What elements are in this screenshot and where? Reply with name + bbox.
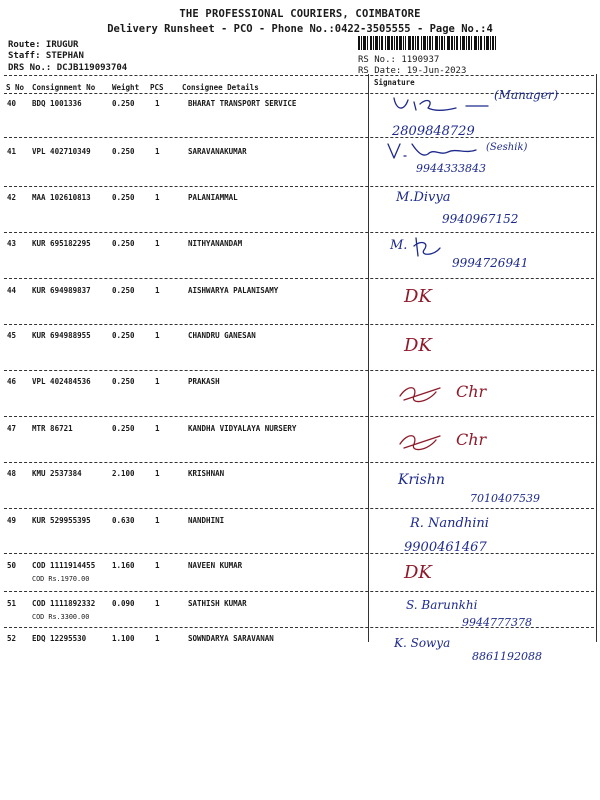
row-pcs: 1	[155, 286, 160, 295]
row-weight: 0.250	[112, 331, 135, 340]
row-weight: 0.250	[112, 424, 135, 433]
row-divider	[4, 278, 594, 279]
signature-row-46	[376, 380, 596, 410]
sig-text: R. Nandhini	[410, 516, 489, 531]
phone-handwritten: 9940967152	[442, 212, 519, 226]
row-consignment-no: KUR 529955395	[32, 516, 91, 525]
phone-handwritten: 7010407539	[470, 492, 540, 505]
col-header-weight: Weight	[112, 83, 140, 92]
row-sno: 40	[7, 99, 17, 108]
row-weight: 2.100	[112, 469, 135, 478]
phone-handwritten: 8861192088	[472, 650, 542, 663]
row-consignee: NANDHINI	[188, 516, 225, 525]
row-weight: 0.250	[112, 99, 135, 108]
row-weight: 0.250	[112, 147, 135, 156]
row-sno: 41	[7, 147, 17, 156]
signature-scribble	[410, 234, 450, 260]
row-consignment-no: KUR 694988955	[32, 331, 91, 340]
row-consignee: BHARAT TRANSPORT SERVICE	[188, 99, 297, 108]
row-pcs: 1	[155, 599, 160, 608]
row-sno: 48	[7, 469, 17, 478]
row-sno: 46	[7, 377, 17, 386]
route-label: Route: IRUGUR	[8, 40, 79, 50]
company-title: THE PROFESSIONAL COURIERS, COIMBATORE	[179, 8, 421, 20]
signature-row-45	[376, 335, 596, 365]
row-pcs: 1	[155, 331, 160, 340]
row-sno: 47	[7, 424, 17, 433]
sig-text: (Seshik)	[486, 142, 528, 153]
row-cod-amount: COD Rs.1970.00	[32, 575, 90, 583]
row-pcs: 1	[155, 424, 160, 433]
signature-row-47	[376, 428, 596, 458]
row-consignment-no: VPL 402484536	[32, 377, 91, 386]
sig-text: DK	[404, 562, 432, 583]
row-consignment-no: KUR 694989837	[32, 286, 91, 295]
row-weight: 0.250	[112, 286, 135, 295]
row-consignee: AISHWARYA PALANISAMY	[188, 286, 279, 295]
col-header-signature: Signature	[374, 78, 415, 87]
sig-text: Krishn	[398, 472, 445, 488]
col-header-consignee: Consignee Details	[182, 83, 259, 92]
signature-row-50	[376, 562, 596, 592]
row-pcs: 1	[155, 239, 160, 248]
signature-row-49	[376, 516, 596, 560]
row-divider	[4, 370, 594, 371]
row-pcs: 1	[155, 377, 160, 386]
phone-handwritten: 9994726941	[452, 256, 529, 270]
row-consignment-no: BDQ 1001336	[32, 99, 82, 108]
row-divider	[4, 416, 594, 417]
row-consignment-no: KMU 2537384	[32, 469, 82, 478]
row-divider	[4, 462, 594, 463]
row-pcs: 1	[155, 634, 160, 643]
row-consignee: PALANIAMMAL	[188, 193, 238, 202]
sig-text: DK	[404, 286, 432, 307]
row-pcs: 1	[155, 99, 160, 108]
sig-text: S. Barunkhi	[406, 598, 478, 612]
row-consignee: NAVEEN KUMAR	[188, 561, 243, 570]
rs-date: RS Date: 19-Jun-2023	[358, 66, 467, 76]
row-weight: 0.090	[112, 599, 135, 608]
signature-row-48	[376, 472, 596, 516]
row-sno: 49	[7, 516, 17, 525]
col-header-sno: S No	[6, 83, 25, 92]
phone-handwritten: 9944333843	[416, 162, 486, 175]
row-consignee: KRISHNAN	[188, 469, 225, 478]
col-header-consignment: Consignment No	[32, 83, 96, 92]
row-cod-amount: COD Rs.3300.00	[32, 613, 90, 621]
row-consignee: NITHYANANDAM	[188, 239, 243, 248]
sig-text: DK	[404, 335, 432, 356]
row-consignment-no: MTR 86721	[32, 424, 73, 433]
sig-text: M.Divya	[396, 190, 451, 205]
row-consignee: SARAVANAKUMAR	[188, 147, 247, 156]
header-top-rule	[4, 75, 594, 76]
row-pcs: 1	[155, 147, 160, 156]
row-consignee: SOWNDARYA SARAVANAN	[188, 634, 274, 643]
row-consignment-no: VPL 402710349	[32, 147, 91, 156]
row-divider	[4, 186, 594, 187]
signature-row-51	[376, 598, 596, 638]
signature-scribble	[396, 430, 446, 456]
phone-handwritten: 2809848729	[392, 124, 475, 139]
staff-label: Staff: STEPHAN	[8, 51, 84, 61]
row-divider	[4, 324, 594, 325]
sig-text: Chr	[456, 430, 487, 449]
row-weight: 0.250	[112, 193, 135, 202]
sig-text: Chr	[456, 382, 487, 401]
row-weight: 0.630	[112, 516, 135, 525]
right-border	[596, 74, 597, 642]
row-sno: 44	[7, 286, 17, 295]
row-consignee: KANDHA VIDYALAYA NURSERY	[188, 424, 297, 433]
row-weight: 1.160	[112, 561, 135, 570]
col-header-pcs: PCS	[150, 83, 164, 92]
row-sno: 51	[7, 599, 17, 608]
signature-row-52	[376, 636, 596, 672]
phone-handwritten: 9900461467	[404, 540, 487, 555]
row-pcs: 1	[155, 193, 160, 202]
runsheet-subtitle: Delivery Runsheet - PCO - Phone No.:0422-3505555 - Page No.:4	[107, 23, 493, 35]
row-pcs: 1	[155, 516, 160, 525]
signature-row-40	[376, 90, 596, 120]
row-pcs: 1	[155, 561, 160, 570]
signature-scribble	[396, 382, 446, 408]
row-consignment-no: COD 1111914455	[32, 561, 96, 570]
row-sno: 52	[7, 634, 17, 643]
row-sno: 50	[7, 561, 17, 570]
signature-column-divider	[368, 74, 369, 642]
signature-scribble	[376, 90, 596, 120]
row-weight: 0.250	[112, 239, 135, 248]
signature-row-43	[376, 234, 596, 278]
signature-row-41	[376, 124, 596, 184]
row-pcs: 1	[155, 469, 160, 478]
sig-text: K. Sowya	[394, 636, 451, 650]
row-consignment-no: COD 1111892332	[32, 599, 96, 608]
row-consignment-no: EDQ 12295530	[32, 634, 87, 643]
sig-text: (Manager)	[494, 88, 559, 102]
sig-text: M.	[390, 238, 408, 253]
row-consignment-no: KUR 695182295	[32, 239, 91, 248]
row-consignee: PRAKASH	[188, 377, 220, 386]
signature-row-42	[376, 190, 596, 234]
row-sno: 42	[7, 193, 17, 202]
row-consignment-no: MAA 102610813	[32, 193, 91, 202]
row-consignee: SATHISH KUMAR	[188, 599, 247, 608]
row-weight: 1.100	[112, 634, 135, 643]
drs-number: DRS No.: DCJB119093704	[8, 63, 128, 73]
row-sno: 45	[7, 331, 17, 340]
rs-number: RS No.: 1190937	[358, 55, 440, 65]
row-sno: 43	[7, 239, 17, 248]
barcode	[358, 36, 496, 50]
signature-row-44	[376, 286, 596, 316]
phone-handwritten: 9944777378	[462, 616, 532, 629]
row-consignee: CHANDRU GANESAN	[188, 331, 256, 340]
row-weight: 0.250	[112, 377, 135, 386]
